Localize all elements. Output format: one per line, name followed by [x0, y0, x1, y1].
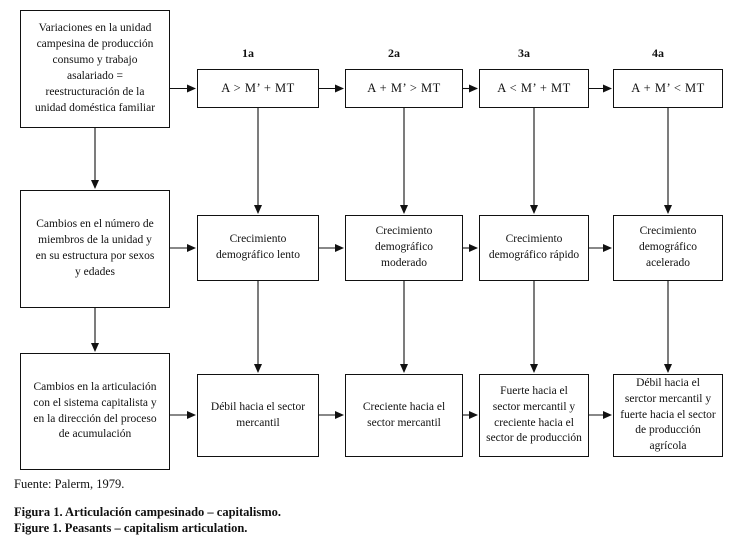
box-artic-fuerte: Fuerte hacia el sector mercantil y creciente hacia el sector de producción [479, 374, 589, 457]
box-artic-creciente: Creciente hacia el sector mercantil [345, 374, 463, 457]
box-growth-moderado: Crecimiento demográfico moderado [345, 215, 463, 281]
source-caption: Fuente: Palerm, 1979. [14, 477, 125, 491]
column-label-2a: 2a [388, 46, 400, 60]
box-formula-4a: A + M’ < MT [613, 69, 723, 108]
box-growth-acelerado: Crecimiento demográfico acelerado [613, 215, 723, 281]
box-cambios-miembros: Cambios en el número de miembros de la unidad y en su estructura por sexos y edades [20, 190, 170, 308]
box-formula-2a: A + M’ > MT [345, 69, 463, 108]
box-growth-lento: Crecimiento demográfico lento [197, 215, 319, 281]
box-artic-debil: Débil hacia el sector mercantil [197, 374, 319, 457]
column-label-1a: 1a [242, 46, 254, 60]
box-artic-debil-fuerte: Débil hacia el serctor mercantil y fuerte hacia el sector de producción agrícola [613, 374, 723, 457]
box-formula-1a: A > M’ + MT [197, 69, 319, 108]
box-growth-rapido: Crecimiento demográfico rápido [479, 215, 589, 281]
figure-caption-en: Figure 1. Peasants – capitalism articulation. [14, 521, 248, 535]
column-label-3a: 3a [518, 46, 530, 60]
box-formula-3a: A < M’ + MT [479, 69, 589, 108]
column-label-4a: 4a [652, 46, 664, 60]
box-cambios-articulacion: Cambios en la articulación con el sistema capitalista y en la dirección del proceso de acumulación [20, 353, 170, 470]
box-variaciones-unidad: Variaciones en la unidad campesina de producción consumo y trabajo asalariado = reestructuración de la unidad doméstica familiar [20, 10, 170, 128]
figure-caption-es: Figura 1. Articulación campesinado – capitalismo. [14, 505, 282, 519]
